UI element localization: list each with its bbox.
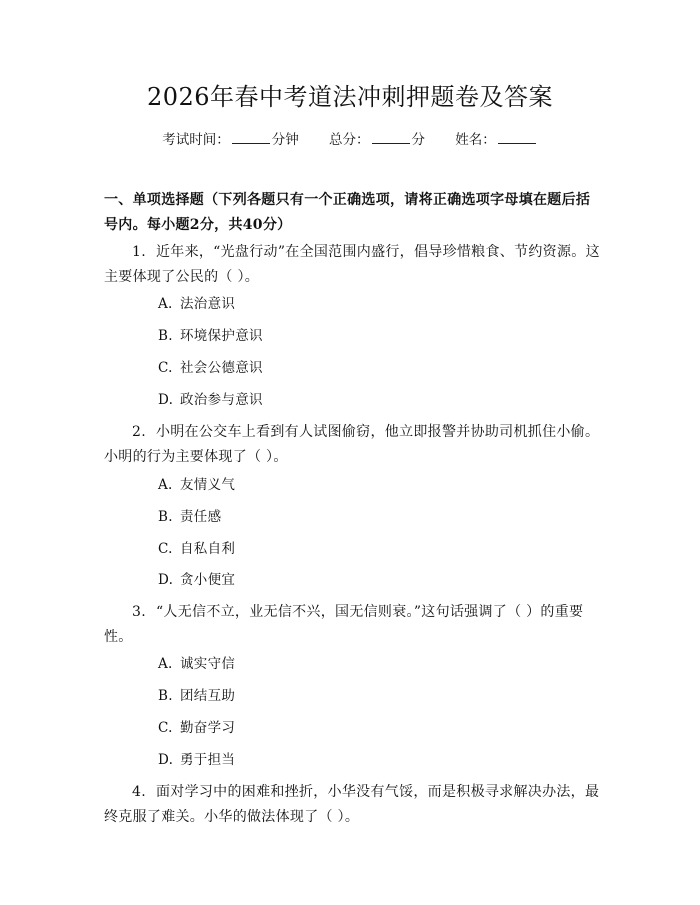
question-number: 2.: [132, 424, 146, 440]
student-name-label: 姓名：: [455, 132, 496, 148]
question-number: 1.: [132, 244, 146, 260]
question-2-option-c: [158, 538, 235, 560]
question-3-option-a: [158, 653, 235, 675]
exam-time-unit: 分钟: [271, 132, 299, 148]
option-letter: A.: [158, 656, 173, 672]
option-text: 环境保护意识: [180, 328, 263, 344]
option-letter: D.: [158, 752, 174, 768]
question-3-option-d: [158, 749, 235, 771]
question-2: [104, 420, 600, 470]
option-text: 贪小便宜: [180, 572, 236, 588]
question-1-option-b: [158, 325, 263, 347]
question-1-option-d: [158, 389, 263, 411]
option-text: 诚实守信: [180, 656, 236, 672]
option-letter: A.: [158, 477, 173, 493]
question-3-option-b: [158, 685, 235, 707]
question-2-option-d: [158, 569, 235, 591]
option-letter: B.: [158, 688, 173, 704]
total-score-label: 总分：: [329, 132, 370, 148]
question-4: [104, 780, 600, 830]
section-header: 一、单项选择题（下列各题只有一个正确选项，请将正确选项字母填在题后括号内。每小题2分，共40分）: [104, 192, 591, 233]
exam-time-field: [162, 128, 299, 152]
question-2-option-b: [158, 506, 221, 528]
question-3-option-c: [158, 717, 235, 739]
option-letter: C.: [158, 360, 173, 376]
option-text: 社会公德意识: [180, 360, 263, 376]
option-text: 法治意识: [180, 296, 236, 312]
question-number: 3.: [132, 604, 146, 620]
option-letter: D.: [158, 392, 174, 408]
exam-time-blank[interactable]: [232, 129, 270, 144]
exam-info-row: [0, 128, 700, 152]
option-text: 政治参与意识: [180, 392, 263, 408]
question-text: “人无信不立，业无信不兴，国无信则衰。”这句话强调了（ ）的重要性。: [104, 604, 584, 645]
exam-time-label: 考试时间：: [162, 132, 230, 148]
option-text: 责任感: [180, 509, 222, 525]
option-text: 勤奋学习: [180, 720, 236, 736]
option-text: 团结互助: [180, 688, 236, 704]
total-score-field: [329, 128, 425, 152]
question-1: [104, 240, 600, 290]
question-3: [104, 600, 600, 650]
total-score-unit: 分: [411, 132, 425, 148]
option-text: 勇于担当: [180, 752, 236, 768]
question-text: 面对学习中的困难和挫折，小华没有气馁，而是积极寻求解决办法，最终克服了难关。小华的做法体现了（ ）。: [104, 784, 600, 825]
option-letter: B.: [158, 328, 173, 344]
student-name-blank[interactable]: [498, 129, 536, 144]
option-letter: A.: [158, 296, 173, 312]
option-text: 自私自利: [180, 541, 236, 557]
option-text: 友情义气: [180, 477, 236, 493]
student-name-field: [455, 128, 538, 152]
question-2-option-a: [158, 474, 235, 496]
option-letter: B.: [158, 509, 173, 525]
question-text: 小明在公交车上看到有人试图偷窃，他立即报警并协助司机抓住小偷。小明的行为主要体现了（ ）。: [104, 424, 600, 465]
total-score-blank[interactable]: [372, 129, 410, 144]
question-text: 近年来，“光盘行动”在全国范围内盛行，倡导珍惜粮食、节约资源。这主要体现了公民的（ ）。: [104, 244, 600, 285]
question-1-option-c: [158, 357, 263, 379]
question-1-option-a: [158, 293, 235, 315]
option-letter: C.: [158, 720, 173, 736]
question-number: 4.: [132, 784, 146, 800]
page-title: 2026年春中考道法冲刺押题卷及答案: [146, 83, 554, 111]
option-letter: C.: [158, 541, 173, 557]
option-letter: D.: [158, 572, 174, 588]
